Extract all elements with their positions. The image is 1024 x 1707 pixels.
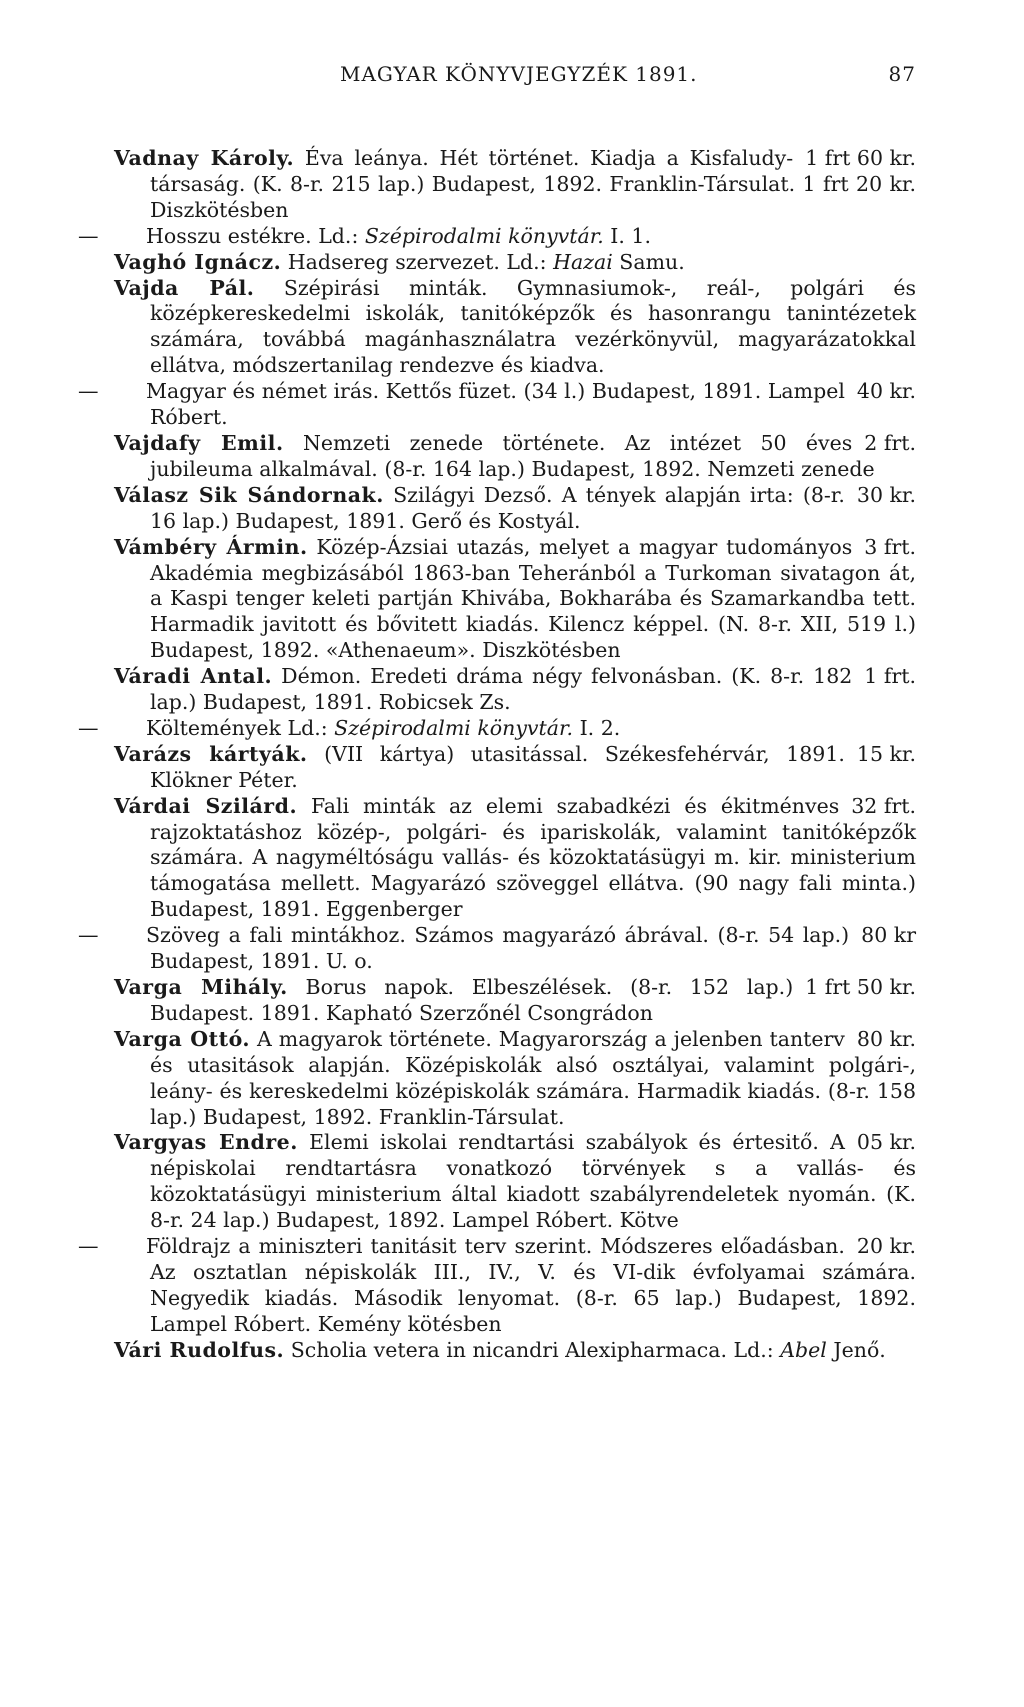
bibliography-entry [114, 483, 916, 535]
ditto-dash: — [78, 1234, 99, 1259]
entry-price: 2 frt. [864, 430, 916, 455]
entry-price: 40 kr. [856, 379, 916, 404]
entry-author: Várdai Szilárd. [114, 793, 298, 818]
entry-text-tail: I. 1. [610, 223, 651, 248]
entry-author: Vámbéry Ármin. [114, 534, 308, 559]
entry-author: Vadnay Károly. [114, 146, 295, 170]
entry-author: Vajdafy Emil. [114, 430, 284, 455]
entry-text: Nemzeti zenede története. Az intézet 50 éves jubileuma alkalmával. (8-r. 164 lap.) Budapest, 1892. Nemzeti zenede [150, 430, 875, 481]
entry-reference: Szépirodalmi könyvtár. [334, 715, 574, 740]
ditto-dash: — [78, 379, 99, 404]
running-title: MAGYAR KÖNYVJEGYZÉK 1891. [340, 62, 698, 86]
entry-price: 3 frt. [864, 534, 916, 559]
entry-price: 1 frt 60 kr. [805, 146, 916, 170]
bibliography-entry [114, 975, 916, 1027]
entry-price: 05 kr. [856, 1130, 916, 1155]
bibliography-entry [114, 742, 916, 794]
entry-text: Magyar és német irás. Kettős füzet. (34 l.) Budapest, 1891. Lampel Róbert. [146, 379, 845, 430]
entry-text: (VII kártya) utasitással. Székesfehérvár, 1891. Klökner Péter. [150, 741, 845, 792]
entry-text: Szilágyi Dezső. A tények alapján irta: (8-r. 16 lap.) Budapest, 1891. Gerő és Kostyál. [150, 482, 845, 533]
entry-author: Varázs kártyák. [114, 741, 308, 766]
entry-author: Varga Ottó. [114, 1026, 251, 1051]
bibliography-entry [114, 250, 916, 276]
bibliography-entry [78, 379, 916, 431]
entry-text: A magyarok története. Magyarország a jelenben tanterv és utasitások alapján. Középiskolák alsó osztályai, valamint polgári-, leány- és kereskedelmi középiskolák számára. Harmadik kiadás. (8-r. 158 lap.) Budapest, 1892. Franklin-Társulat. [150, 1026, 916, 1129]
bibliography-entry [114, 431, 916, 483]
entry-price: 1 frt 50 kr. [805, 975, 916, 999]
entry-reference: Abel [780, 1337, 827, 1362]
bibliography-entry [114, 146, 916, 224]
bibliography-entry [114, 794, 916, 924]
entry-text: Közép-Ázsiai utazás, melyet a magyar tudományos Akadémia megbizásából 1863-ban Teheránból a Turkoman sivatagon át, a Kaspi tenger keleti partján Khivába, Bokharába és Szamarkandba tett. Harmadik javitott és bővitett kiadás. Kilencz képpel. (N. 8-r. XII, 519 l.) Budapest, 1892. «Athenaeum». Diszkötésben [150, 534, 916, 663]
entry-author: Vári Rudolfus. [114, 1337, 285, 1362]
bibliography-entry [114, 1130, 916, 1234]
entry-author: Válasz Sik Sándornak. [114, 482, 384, 507]
bibliography-entry [114, 1338, 916, 1364]
bibliography-entry [114, 535, 916, 665]
bibliography-entry [78, 923, 916, 975]
bibliography-entry [78, 715, 916, 742]
entry-text: Démon. Eredeti dráma négy felvonásban. (K. 8-r. 182 lap.) Budapest, 1891. Robicsek Zs. [150, 664, 853, 715]
bibliography-entry [78, 223, 916, 250]
ditto-dash: — [78, 715, 99, 740]
entry-text: Költemények Ld.: [146, 715, 328, 740]
entry-author: Vajda Pál. [114, 275, 255, 300]
entry-text: Elemi iskolai rendtartási szabályok és értesitő. A népiskolai rendtartásra vonatkozó törvények s a vallás- és közoktatásügyi ministerium által kiadott szabályrendeletek nyomán. (K. 8-r. 24 lap.) Budapest, 1892. Lampel Róbert. Kötve [150, 1130, 916, 1233]
ditto-dash: — [78, 223, 99, 248]
entry-text: Hadsereg szervezet. Ld.: [287, 249, 547, 274]
entry-author: Varga Mihály. [114, 975, 288, 999]
entry-price: 20 kr. [856, 1234, 916, 1259]
entry-text: Fali minták az elemi szabadkézi és ékitménves rajzoktatáshoz közép-, polgári- és ipariskolák, valamint tanitóképzők számára. A nagyméltóságu vallás- és közoktatásügyi m. kir. ministerium támogatása mellett. Magyarázó szöveggel ellátva. (90 nagy fali minta.) Budapest, 1891. Eggenberger [150, 793, 916, 922]
bibliography-entry [114, 276, 916, 380]
entry-price: 80 kr. [856, 1026, 916, 1051]
page-number: 87 [888, 62, 916, 86]
entry-text: Hosszu estékre. Ld.: [146, 223, 359, 248]
bibliography-entry [114, 1027, 916, 1131]
entry-price: 30 kr. [856, 482, 916, 507]
entry-author: Vargyas Endre. [114, 1130, 298, 1155]
entry-text-tail: Samu. [619, 249, 685, 274]
bibliography-column [78, 146, 916, 1364]
bibliography-entry [114, 664, 916, 716]
bibliography-entry [78, 1234, 916, 1338]
entry-author: Váradi Antal. [114, 664, 273, 689]
entry-price: 15 kr. [856, 741, 916, 766]
entry-text-tail: I. 2. [579, 715, 621, 740]
entry-reference: Szépirodalmi könyvtár. [364, 223, 604, 248]
entry-price: 1 frt. [864, 664, 916, 689]
entry-author: Vaghó Ignácz. [114, 249, 282, 274]
entry-text: Földrajz a miniszteri tanitásit terv szerint. Módszeres előadásban. Az osztatlan népiskolák III., IV., V. és VI-dik évfolyamai számára. Negyedik kiadás. Második lenyomat. (8-r. 65 lap.) Budapest, 1892. Lampel Róbert. Kemény kötésben [146, 1234, 916, 1336]
entry-text: Borus napok. Elbeszélések. (8-r. 152 lap.) Budapest. 1891. Kapható Szerzőnél Csongrádon [150, 975, 794, 1025]
entry-text-tail: Jenő. [833, 1337, 886, 1362]
entry-text: Szépirási minták. Gymnasiumok-, reál-, polgári és középkereskedelmi iskolák, tanitóképzők és hasonrangu tanintézetek számára, továbbá magánhasználatra vezérkönyvül, magyarázatokkal ellátva, módszertanilag rendezve és kiadva. [150, 275, 916, 378]
ditto-dash: — [78, 923, 99, 948]
entry-text: Szöveg a fali mintákhoz. Számos magyarázó ábrával. (8-r. 54 lap.) Budapest, 1891. U. o. [146, 923, 850, 974]
entry-price: 80 kr [861, 923, 916, 948]
entry-text: Éva leánya. Hét történet. Kiadja a Kisfaludy-társaság. (K. 8-r. 215 lap.) Budapest, 1892. Franklin-Társulat. 1 frt 20 kr. Diszkötésben [150, 146, 916, 222]
entry-price: 32 frt. [851, 793, 916, 818]
entry-text: Scholia vetera in nicandri Alexipharmaca. Ld.: [290, 1337, 774, 1362]
entry-reference: Hazai [553, 249, 613, 274]
